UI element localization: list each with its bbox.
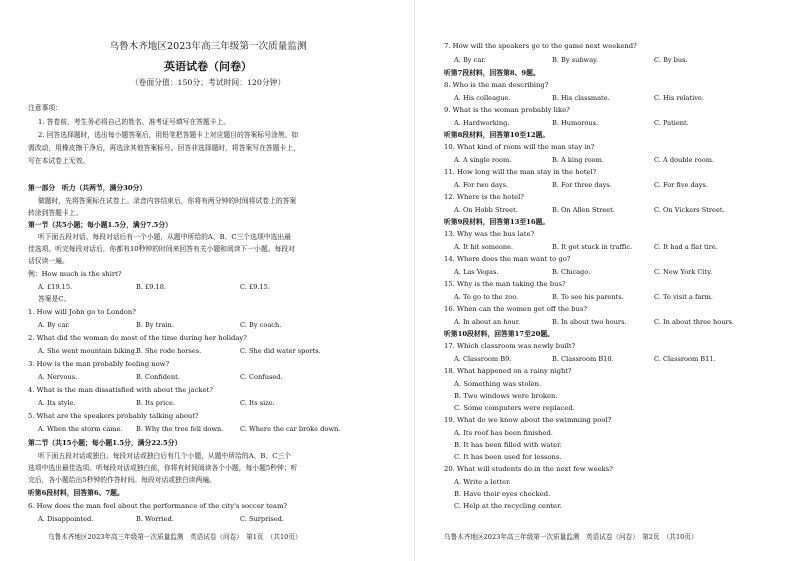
question-6: 6. How does the man feel about the performance of the city's soccer team? [28,502,288,510]
question-11: 11. How long will the man stay in the hotel? [444,168,597,176]
sec2-instr-c: 完后，各小题给出5秒钟的作答时间。每段对话或独白读两遍。 [28,476,216,484]
q15-option-b: B. To see his parents. [552,293,624,301]
q18-option-a: A. Something was stolen. [454,380,542,388]
question-13: 13. Why was the bus late? [444,230,535,238]
material-9-heading: 听第9段材料，回答第13至16题。 [444,218,550,226]
q20-option-a: A. Write a letter. [454,478,511,486]
q15-option-c: C. To visit a farm. [654,293,713,301]
q11-option-c: C. For five days. [654,181,708,189]
question-2: 2. What did the woman do most of the time during her holiday? [28,334,247,342]
q5-option-a: A. When the storm came. [38,425,123,433]
q3-option-a: A. Nervous. [38,373,78,381]
question-17: 17. Which classroom was newly built? [444,342,576,350]
q1-option-c: C. By coach. [240,321,282,329]
question-7: 7. How will the speakers go to the game next weekend? [444,42,637,50]
q20-option-b: B. Have their eyes checked. [454,490,551,498]
q12-option-c: C. On Vickers Street. [654,206,725,214]
q14-option-b: B. Chicago. [552,268,591,276]
page-divider [414,0,415,561]
q9-option-a: A. Hardworking. [454,119,510,127]
q19-option-a: A. Its roof has been finished. [454,429,553,437]
q10-option-c: C. A double room. [654,156,715,164]
q4-option-a: A. Its style. [38,399,76,407]
sec1-instr-c: 话仅读一遍。 [28,257,69,265]
q12-option-a: A. On Hobb Street. [454,206,518,214]
q6-option-c: C. Surprised. [240,515,285,523]
q17-option-a: A. Classroom B9. [454,355,512,363]
q13-option-a: A. It hit someone. [454,243,514,251]
q10-option-a: A. A single room. [454,156,512,164]
q17-option-b: B. Classroom B10. [552,355,614,363]
q14-option-a: A. Las Vegas. [454,268,499,276]
sec1-instr-b: 佳选项。听完每段对话后，你都有10秒钟的时间来回答有关小题和阅读下一小题。每段对 [28,245,295,253]
exam-meta: （卷面分值：150分；考试时间：120分钟） [130,78,286,87]
material-7-heading: 听第7段材料，回答第8、9题。 [444,69,540,77]
q8-option-a: A. His colleague. [454,94,511,102]
q15-option-a: A. To go to the zoo. [454,293,519,301]
question-18: 18. What happened on a rainy night? [444,367,572,375]
q14-option-c: C. New York City. [654,268,713,276]
sec2-heading: 第二节（共15小题；每小题1.5分，满分22.5分） [28,439,182,447]
q20-option-c: C. Help at the recycling center. [454,502,562,510]
part1-heading: 第一部分 听力（共两节，满分30分） [28,184,147,192]
question-14: 14. Where does the man want to go? [444,255,571,263]
q19-option-b: B. It has been filled with water. [454,441,562,449]
q2-option-b: B. She rode horses. [136,347,202,355]
q13-option-c: C. It had a flat tire. [654,243,718,251]
left-footer: 乌鲁木齐地区2023年高三年级第一次质量监测 英语试卷（问卷） 第1页 （共10页） [48,533,302,541]
q6-option-a: A. Disappointed. [38,515,94,523]
question-9: 9. What is the woman probably like? [444,106,570,114]
question-19: 19. What do we know about the swimming pool? [444,416,612,424]
question-1: 1. How will John go to London? [28,308,136,316]
question-10: 10. What kind of room will the man stay in? [444,143,595,151]
example-option-b: B. £9.18. [136,283,167,291]
question-4: 4. What is the man dissatisfied with about the jacket? [28,386,213,394]
q2-option-c: C. She did water sports. [240,347,321,355]
q8-option-b: B. His classmate. [552,94,610,102]
q19-option-c: C. It has been used for lessons. [454,453,562,461]
question-12: 12. Where is the hotel? [444,193,524,201]
q11-option-a: A. For two days. [454,181,509,189]
question-15: 15. Why is the man taking the bus? [444,280,566,288]
exam-title: 乌鲁木齐地区2023年高三年级第一次质量监测 [109,41,307,52]
q3-option-b: B. Confident. [136,373,180,381]
q12-option-b: B. On Allen Street. [552,206,615,214]
q7-option-b: B. By subway. [552,56,599,64]
question-16: 16. When can the women get off the bus? [444,305,587,313]
q7-option-c: C. By bus. [654,56,688,64]
sec1-instr-a: 听下面五段对话。每段对话后有一个小题，从题中所给的A、B、C三个选项中选出最 [38,233,291,241]
q3-option-c: C. Confused. [240,373,283,381]
question-3: 3. How is the man probably feeling now? [28,360,170,368]
note-1: 1. 答卷前，考生务必将自己的姓名、准考证号填写在答题卡上。 [38,118,231,126]
q4-option-c: C. Its size. [240,399,275,407]
q4-option-b: B. Its price. [136,399,175,407]
example-option-c: C. £9.15. [240,283,270,291]
note-2a: 2. 回答选择题时，选出每小题答案后，用铅笔把答题卡上对应题目的答案标号涂黑。如 [38,131,299,139]
question-20: 20. What will students do in the next few weeks? [444,465,613,473]
q8-option-c: C. His relative. [654,94,704,102]
part1-intro-a: 做题时，先将答案标在试卷上。录音内容结束后，你将有两分钟的时间将试卷上的答案 [38,197,297,205]
material-6-heading: 听第6段材料，回答第6、7题。 [28,489,124,497]
left-page [28,0,388,561]
q9-option-b: B. Humorous. [552,119,599,127]
right-footer: 乌鲁木齐地区2023年高三年级第一次质量监测 英语试卷（问卷） 第2页 （共10页） [444,533,698,541]
right-page [444,0,774,561]
question-8: 8. Who is the man describing? [444,81,549,89]
q7-option-a: A. By car. [454,56,486,64]
q2-option-a: A. She went mountain biking. [38,347,137,355]
q16-option-a: A. In about an hour. [454,318,521,326]
q10-option-b: B. A king room. [552,156,605,164]
example-option-a: A. £19.15. [38,283,73,291]
example-question: 例：How much is the shirt? [28,270,122,278]
q13-option-b: B. It got stuck in traffic. [552,243,633,251]
part1-intro-b: 转涂到答题卡上。 [28,209,83,217]
q9-option-c: C. Patient. [654,119,689,127]
material-8-heading: 听第8段材料，回答第10至12题。 [444,131,550,139]
q1-option-b: B. By train. [136,321,174,329]
note-2b: 需改动，用橡皮擦干净后，再选涂其他答案标号。回答非选择题时，将答案写在答题卡上， [28,144,300,152]
q1-option-a: A. By car. [38,321,70,329]
q11-option-b: B. For three days. [552,181,612,189]
q18-option-c: C. Some computers were replaced. [454,404,575,412]
sec2-instr-a: 听下面五段对话或独白。每段对话或独白后有几个小题，从题中所给的A、B、C三个 [38,452,291,460]
material-10-heading: 听第10段材料，回答第17至20题。 [444,330,554,338]
q16-option-b: B. In about two hours. [552,318,627,326]
sec1-heading: 第一节（共5小题；每小题1.5分，满分7.5分） [28,221,172,229]
note-2c: 写在本试卷上无效。 [28,157,90,165]
q16-option-c: C. In about three hours. [654,318,735,326]
q17-option-c: C. Classroom B11. [654,355,716,363]
q5-option-b: B. Why the tree fell down. [136,425,224,433]
q6-option-b: B. Worried. [136,515,174,523]
sec2-instr-b: 选项中选出最佳选项。听每段对话或独白前，你将有时间阅读各个小题，每小题5秒钟；听 [28,464,298,472]
question-5: 5. What are the speakers probably talking about? [28,412,199,420]
notes-heading: 注意事项： [28,104,62,112]
example-answer: 答案是C。 [38,295,71,303]
q5-option-c: C. Where the car broke down. [240,425,341,433]
q18-option-b: B. Two windows were broken. [454,392,558,400]
exam-subtitle: 英语试卷（问卷） [164,60,252,73]
